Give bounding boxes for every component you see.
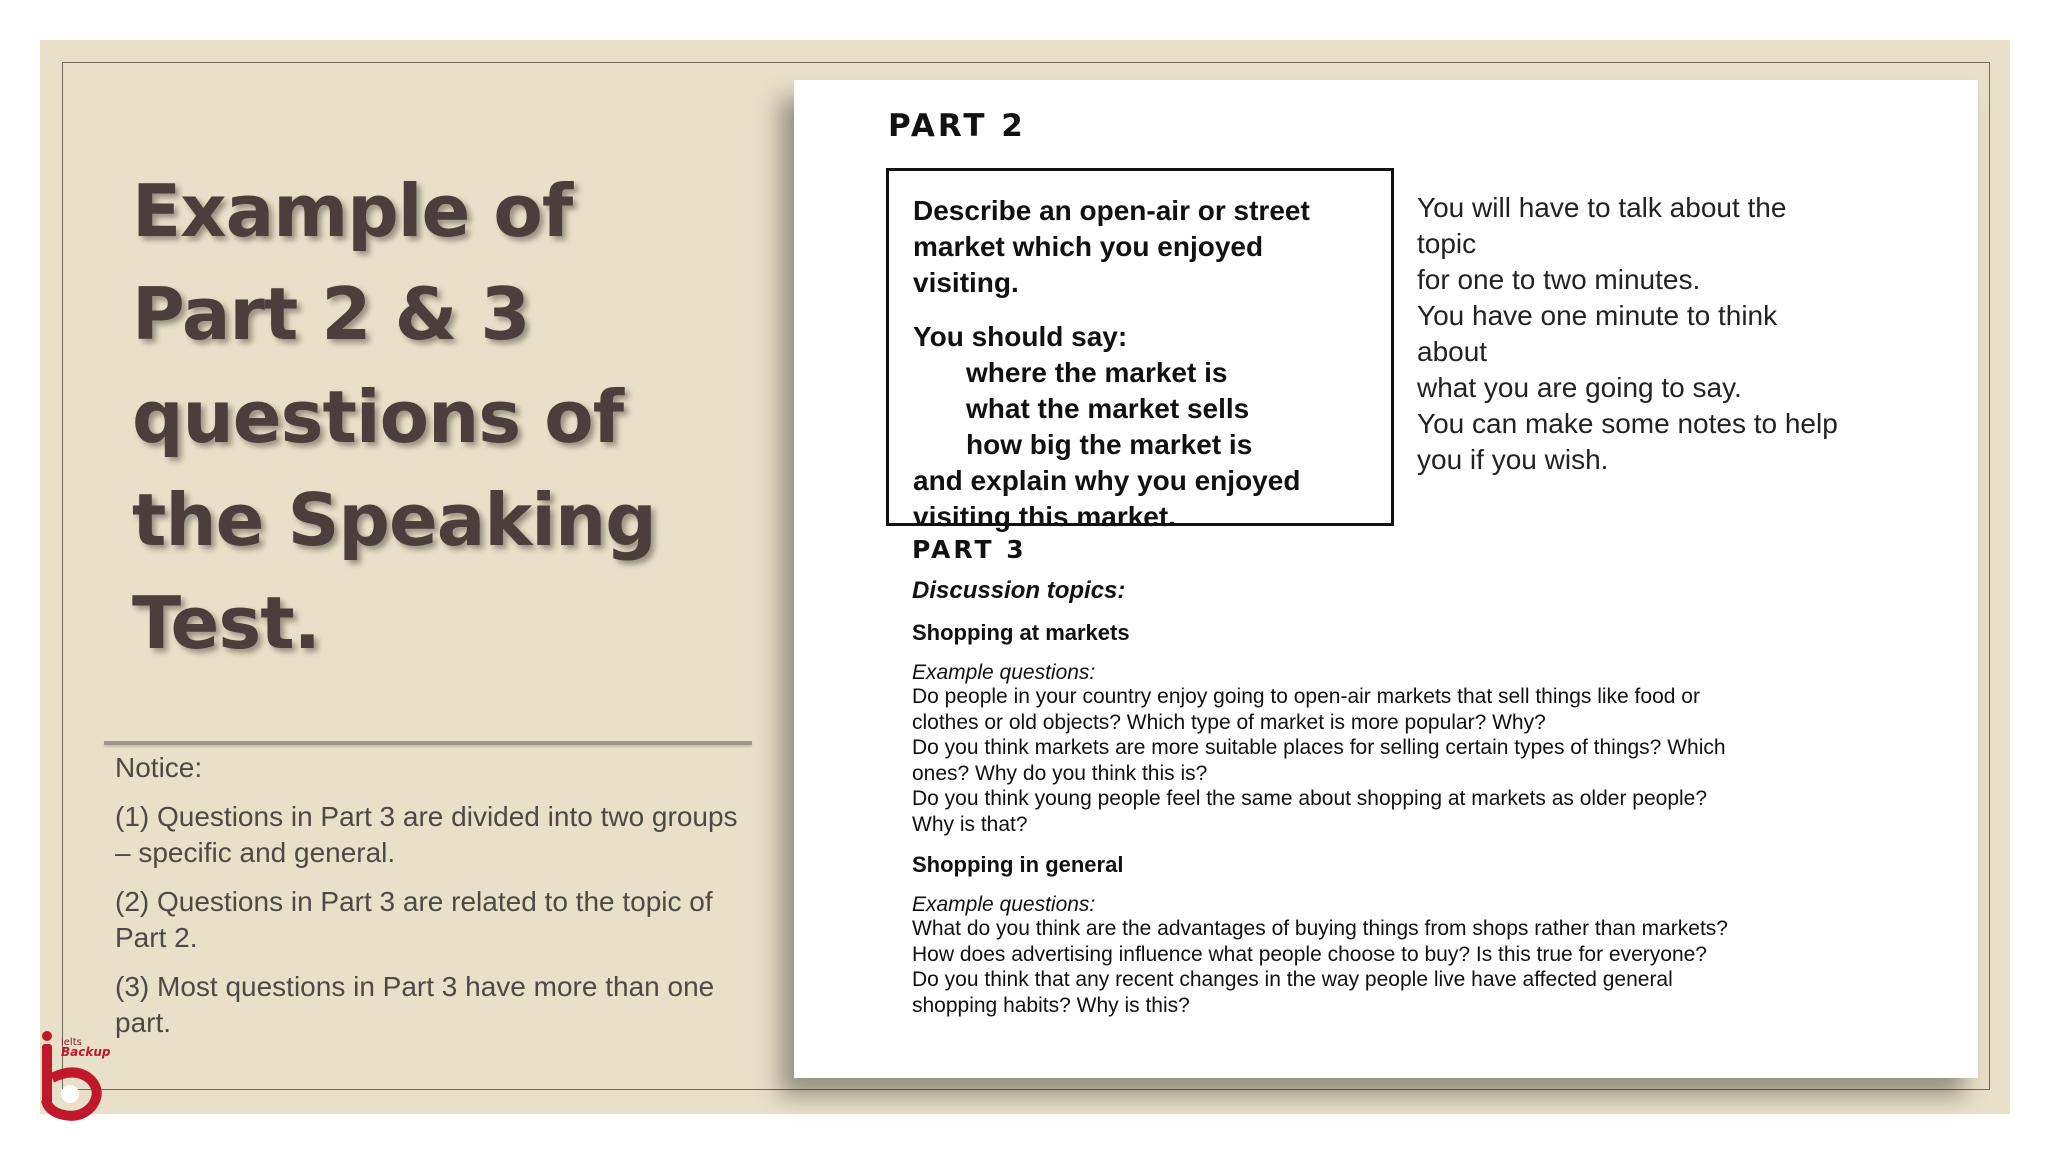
- question-line: shopping habits? Why is this?: [912, 993, 1190, 1017]
- question-line: Do you think markets are more suitable places for selling certain types of things? Which: [912, 736, 1726, 759]
- ielts-backup-logo: [36, 1030, 126, 1126]
- notice-box: [115, 750, 745, 1054]
- logo-text-top: ielts: [61, 1037, 82, 1048]
- question-block: [912, 684, 1922, 837]
- part3-heading: PART 3: [912, 535, 1027, 564]
- question-block: [912, 916, 1922, 1018]
- notice-heading: Notice:: [115, 752, 203, 783]
- title-line: the Speaking: [132, 478, 656, 562]
- instruction-line: for one to two minutes.: [1417, 264, 1701, 295]
- notice-item: (3) Most questions in Part 3 have more than one part.: [115, 971, 715, 1038]
- example-questions-label: Example questions:: [912, 893, 1096, 916]
- logo-text-main: Backup: [61, 1045, 111, 1059]
- question-line: Do you think young people feel the same about shopping at markets as older people?: [912, 787, 1708, 810]
- cue-topic: market which you enjoyed visiting.: [913, 231, 1264, 298]
- question-line: Do people in your country enjoy going to open-air markets that sell things like food or: [912, 685, 1700, 708]
- slide-title: [132, 160, 752, 675]
- question-line: How does advertising influence what people choose to buy? Is this true for everyone?: [912, 942, 1707, 966]
- title-line: questions of: [132, 375, 624, 459]
- question-line: ones? Why do you think this is?: [912, 761, 1208, 785]
- title-line: Test.: [132, 581, 321, 665]
- section-title: Shopping in general: [912, 852, 1124, 877]
- exam-document: [794, 80, 1978, 1078]
- discussion-topics-label: Discussion topics:: [912, 577, 1126, 604]
- question-line: clothes or old objects? Which type of market is more popular? Why?: [912, 710, 1546, 734]
- cue-bullet: what the market sells: [966, 393, 1250, 424]
- question-line: Why is that?: [912, 812, 1028, 836]
- cue-should-say: You should say:: [913, 321, 1128, 352]
- part2-heading: PART 2: [888, 108, 1026, 144]
- part2-instructions: [1417, 190, 1847, 478]
- cue-bullet: how big the market is: [966, 429, 1253, 460]
- instruction-line: You have one minute to think about: [1417, 300, 1778, 367]
- section-title: Shopping at markets: [912, 620, 1130, 645]
- cue-card: [886, 168, 1394, 532]
- notice-item: (1) Questions in Part 3 are divided into two groups – specific and general.: [115, 801, 738, 868]
- instruction-line: you if you wish.: [1417, 444, 1609, 475]
- question-line: What do you think are the advantages of buying things from shops rather than markets?: [912, 917, 1728, 940]
- instruction-line: what you are going to say.: [1417, 372, 1742, 403]
- example-questions-label: Example questions:: [912, 661, 1096, 684]
- cue-explain: visiting this market.: [913, 501, 1176, 532]
- notice-item: (2) Questions in Part 3 are related to the topic of Part 2.: [115, 886, 713, 953]
- question-line: Do you think that any recent changes in the way people live have affected general: [912, 968, 1673, 991]
- cue-explain: and explain why you enjoyed: [913, 465, 1301, 496]
- instruction-line: You will have to talk about the topic: [1417, 192, 1787, 259]
- title-line: Example of: [132, 169, 573, 253]
- instruction-line: You can make some notes to help: [1417, 408, 1838, 439]
- notice-divider: [104, 741, 752, 745]
- title-line: Part 2 & 3: [132, 272, 530, 356]
- cue-topic: Describe an open-air or street: [913, 195, 1310, 226]
- cue-bullet: where the market is: [966, 357, 1228, 388]
